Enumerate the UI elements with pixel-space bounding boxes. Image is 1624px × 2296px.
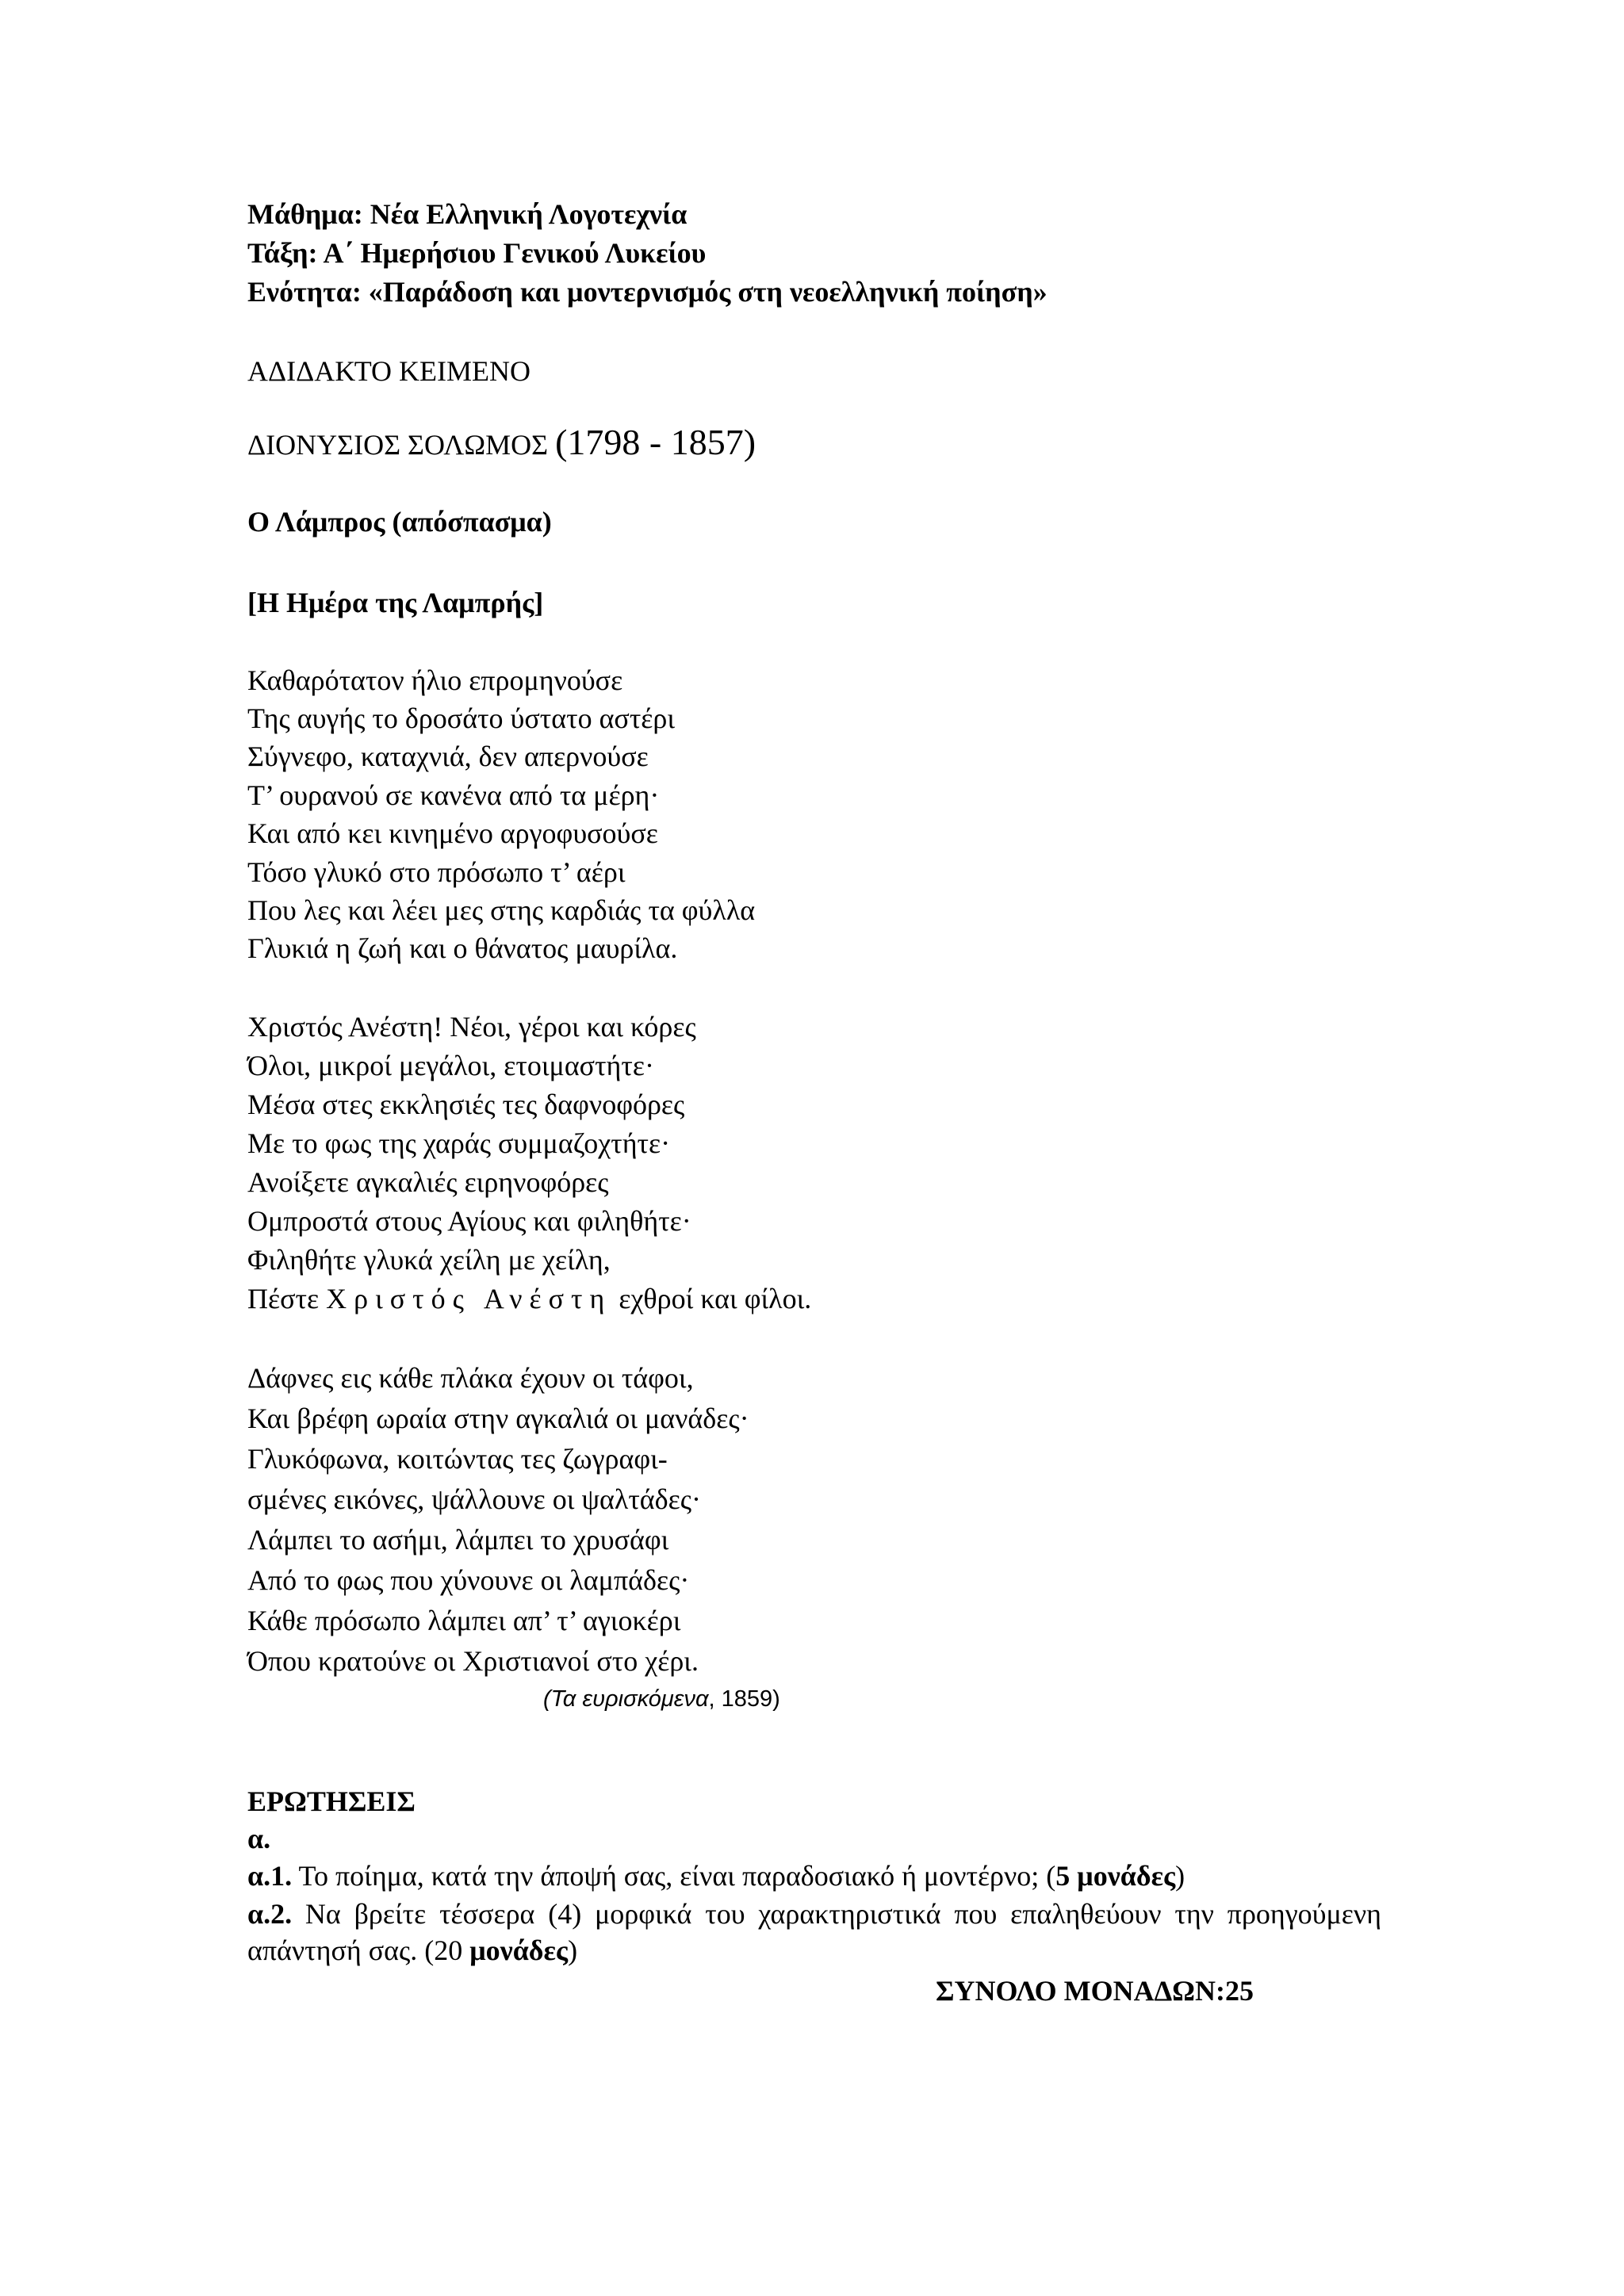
poem-title: Ο Λάμπρος (απόσπασμα) bbox=[247, 506, 552, 538]
question-label: α.2. bbox=[247, 1898, 293, 1930]
verse-line: Που λες και λέει μες στης καρδιάς τα φύλλα bbox=[247, 894, 756, 926]
verse-line: σμένες εικόνες, ψάλλουνε οι ψαλτάδες· bbox=[247, 1483, 701, 1515]
verse-fragment: Πέστε bbox=[247, 1283, 327, 1314]
poem-source bbox=[543, 1685, 780, 1713]
verse-line: Με το φως της χαράς συμμαζοχτήτε· bbox=[247, 1127, 671, 1159]
verse-line: Φιληθήτε γλυκά χείλη με χείλη, bbox=[247, 1244, 611, 1276]
verse-line: Τόσο γλυκό στο πρόσωπο τ’ αέρι bbox=[247, 856, 626, 888]
verse-line: Λάμπει το ασήμι, λάμπει το χρυσάφι bbox=[247, 1524, 669, 1556]
verse-line: Γλυκιά η ζωή και ο θάνατος μαυρίλα. bbox=[247, 932, 678, 964]
verse-line: Και από κει κινημένο αργοφυσούσε bbox=[247, 817, 658, 849]
verse-line: Δάφνες εις κάθε πλάκα έχουν οι τάφοι, bbox=[247, 1362, 694, 1394]
verse-line: Καθαρότατον ήλιο επρομηνούσε bbox=[247, 664, 623, 696]
verse-fragment: εχθροί και φίλοι. bbox=[611, 1283, 812, 1314]
subject-line: Μάθημα: Νέα Ελληνική Λογοτεχνία bbox=[247, 198, 688, 230]
verse-line: Από το φως που χύνουνε οι λαμπάδες· bbox=[247, 1564, 690, 1596]
verse-line bbox=[247, 1281, 811, 1316]
verse-line: Σύγνεφο, καταχνιά, δεν απερνούσε bbox=[247, 740, 649, 772]
question-points: μονάδες bbox=[469, 1934, 569, 1966]
source-open: ( bbox=[543, 1686, 551, 1712]
questions-heading: ΕΡΩΤΗΣΕΙΣ bbox=[247, 1785, 416, 1817]
question-group-label: α. bbox=[247, 1823, 271, 1854]
verse-line: Κάθε πρόσωπο λάμπει απ’ τ’ αγιοκέρι bbox=[247, 1605, 681, 1636]
author-years: (1798 - 1857) bbox=[555, 422, 756, 462]
doc-type-heading: ΑΔΙΔΑΚΤΟ ΚΕΙΜΕΝΟ bbox=[247, 355, 531, 387]
question-points: 5 μονάδες bbox=[1055, 1860, 1176, 1892]
total-points: ΣΥΝΟΛΟ ΜΟΝΑΔΩΝ:25 bbox=[936, 1975, 1254, 2007]
source-title: Τα ευρισκόμενα bbox=[550, 1686, 709, 1712]
question-a2 bbox=[247, 1896, 1381, 1969]
verse-line: Όλοι, μικροί μεγάλοι, ετοιμαστήτε· bbox=[247, 1050, 654, 1081]
verse-line: Και βρέφη ωραία στην αγκαλιά οι μανάδες· bbox=[247, 1402, 749, 1434]
verse-line: Ομπροστά στους Αγίους και φιληθήτε· bbox=[247, 1205, 691, 1237]
class-line: Τάξη: Α΄ Ημερήσιου Γενικού Λυκείου bbox=[247, 237, 707, 269]
author-name: ΔΙΟΝΥΣΙΟΣ ΣΟΛΩΜΟΣ bbox=[247, 429, 549, 461]
unit-line: Ενότητα: «Παράδοση και μοντερνισμός στη νεοελληνική ποίηση» bbox=[247, 276, 1048, 308]
verse-line: Της αυγής το δροσάτο ύστατο αστέρι bbox=[247, 702, 676, 734]
verse-line: Μέσα στες εκκλησιές τες δαφνοφόρες bbox=[247, 1089, 685, 1120]
verse-spaced-phrase: Χριστός Ανέστη bbox=[326, 1283, 612, 1314]
question-a1 bbox=[247, 1858, 1381, 1894]
author-heading bbox=[247, 422, 756, 462]
question-text: Να βρείτε τέσσερα (4) μορφικά του χαρακτηριστικά που επαληθεύουν την προηγούμενη απάντησή σας. (20 bbox=[247, 1898, 1381, 1966]
question-close: ) bbox=[568, 1934, 578, 1966]
verse-line: Όπου κρατούνε οι Χριστιανοί στο χέρι. bbox=[247, 1645, 699, 1677]
verse-line: Τ’ ουρανού σε κανένα από τα μέρη· bbox=[247, 779, 660, 811]
verse-line: Ανοίξετε αγκαλιές ειρηνοφόρες bbox=[247, 1166, 609, 1198]
question-text: Το ποίημα, κατά την άποψή σας, είναι παραδοσιακό ή μοντέρνο; ( bbox=[292, 1860, 1056, 1892]
question-close: ) bbox=[1175, 1860, 1185, 1892]
verse-line: Χριστός Ανέστη! Νέοι, γέροι και κόρες bbox=[247, 1011, 696, 1043]
poem-section-title: [Η Ημέρα της Λαμπρής] bbox=[247, 587, 544, 618]
verse-line: Γλυκόφωνα, κοιτώντας τες ζωγραφι- bbox=[247, 1443, 668, 1475]
source-year: , 1859) bbox=[708, 1686, 780, 1712]
question-label: α.1. bbox=[247, 1860, 293, 1892]
